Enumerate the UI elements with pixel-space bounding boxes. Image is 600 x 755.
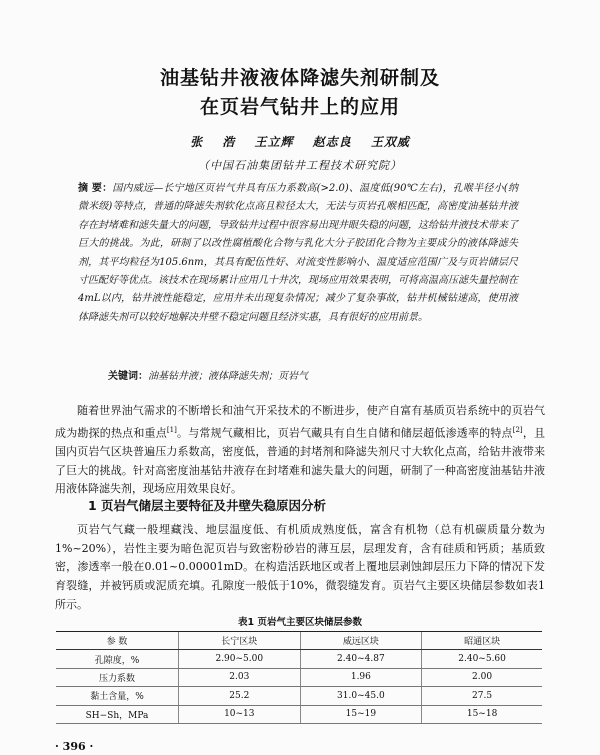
table-row: 黏土含量，% 25.2 31.0~45.0 27.5 bbox=[56, 687, 542, 705]
citation-1: [1] bbox=[166, 425, 177, 434]
table-header-cell: 长宁区块 bbox=[179, 632, 301, 650]
section-1-paragraph: 页岩气气藏一般埋藏浅、地层温度低、有机质成熟度低，富含有机物（总有机碳质量分数为1%~20%），岩性主要为暗色泥页岩与致密粉砂岩的薄互层，层理发育，含有硅质和钙质；基质致密，渗透率一般在0.01~0.00001mD。在构造活跃地区或者上覆地层剥蚀卸层压力下降的情况下发育裂缝，并被钙质或泥质充填。孔隙度一般低于10%，微裂缝发育。页岩气主要区块储层参数如表1所示。 bbox=[55, 523, 545, 611]
table-header-row bbox=[56, 632, 542, 650]
table-header-cell: 昭通区块 bbox=[422, 632, 542, 650]
table-row: 压力系数 2.03 1.96 2.00 bbox=[56, 668, 542, 686]
keywords-label: 关键词： bbox=[108, 371, 148, 382]
title-line-1: 油基钻井液液体降滤失剂研制及 bbox=[159, 67, 440, 89]
table-caption: 表1 页岩气主要区块储层参数 bbox=[238, 617, 362, 628]
authors: 张 浩 王立辉 赵志良 王双威 bbox=[190, 135, 410, 149]
title-line-2: 在页岩气钻井上的应用 bbox=[199, 96, 400, 118]
keywords-text: 油基钻井液；液体降滤失剂；页岩气 bbox=[148, 371, 308, 382]
page-number: · 396 · bbox=[55, 740, 94, 753]
intro-paragraph: 随着世界油气需求的不断增长和油气开采技术的不断进步，使产自富有基质页岩系统中的页岩气成为勘探的热点和重点[1]。与常规气藏相比，页岩气藏具有自生自储和储层超低渗透率的特点[2]，且国内页岩气区块普遍压力系数高，密度低，普通的封堵剂和降滤失剂尺寸大软化点高，给钻井液带来了巨大的挑战。针对高密度油基钻井液存在封堵难和滤失量大的问题，研制了一种高密度油基钻井液用液体降滤失剂，现场应用效果良好。 bbox=[55, 404, 546, 496]
abstract-label: 摘 要： bbox=[78, 183, 113, 194]
reservoir-parameters-table bbox=[56, 631, 542, 724]
table-header-cell: 参 数 bbox=[56, 632, 179, 650]
abstract bbox=[78, 180, 518, 327]
abstract-text: 国内威远—长宁地区页岩气井具有压力系数高(>2.0)、温度低(90℃左右)，孔喉半径小(纳微米级)等特点，普通的降滤失剂软化点高且粒径太大，无法与页岩孔喉相匹配，高密度油基钻井液存在封堵难和滤失量大的问题，导致钻井过程中很容易出现井眼失稳的问题，这给钻井液技术带来了巨大的挑战。为此，研制了以改性腐植酸化合物与乳化大分子胶团化合物为主要成分的液体降滤失剂，其平均粒径为105.6nm，其具有配伍性好、对流变性影响小、温度适应范围广及与页岩储层尺寸匹配好等优点。该技术在现场累计应用几十井次，现场应用效果表明，可将高温高压滤失量控制在4mL以内，钻井液性能稳定，应用井未出现复杂情况；减少了复杂事故，钻井机械钻速高，使用液体降滤失剂可以较好地解决井壁不稳定问题且经济实惠，具有很好的应用前景。 bbox=[78, 183, 518, 323]
table-row: 孔隙度，% 2.90~5.00 2.40~4.87 2.40~5.60 bbox=[56, 650, 542, 668]
table-row: SH−Sh，MPa 10~13 15~19 15~18 bbox=[56, 705, 542, 723]
section-1-heading: 1 页岩气储层主要特征及井壁失稳原因分析 bbox=[88, 498, 327, 513]
citation-2: [2] bbox=[512, 425, 523, 434]
table-header-cell: 威远区块 bbox=[300, 632, 422, 650]
keywords bbox=[108, 367, 528, 382]
affiliation: （中国石油集团钻井工程技术研究院） bbox=[198, 159, 402, 172]
